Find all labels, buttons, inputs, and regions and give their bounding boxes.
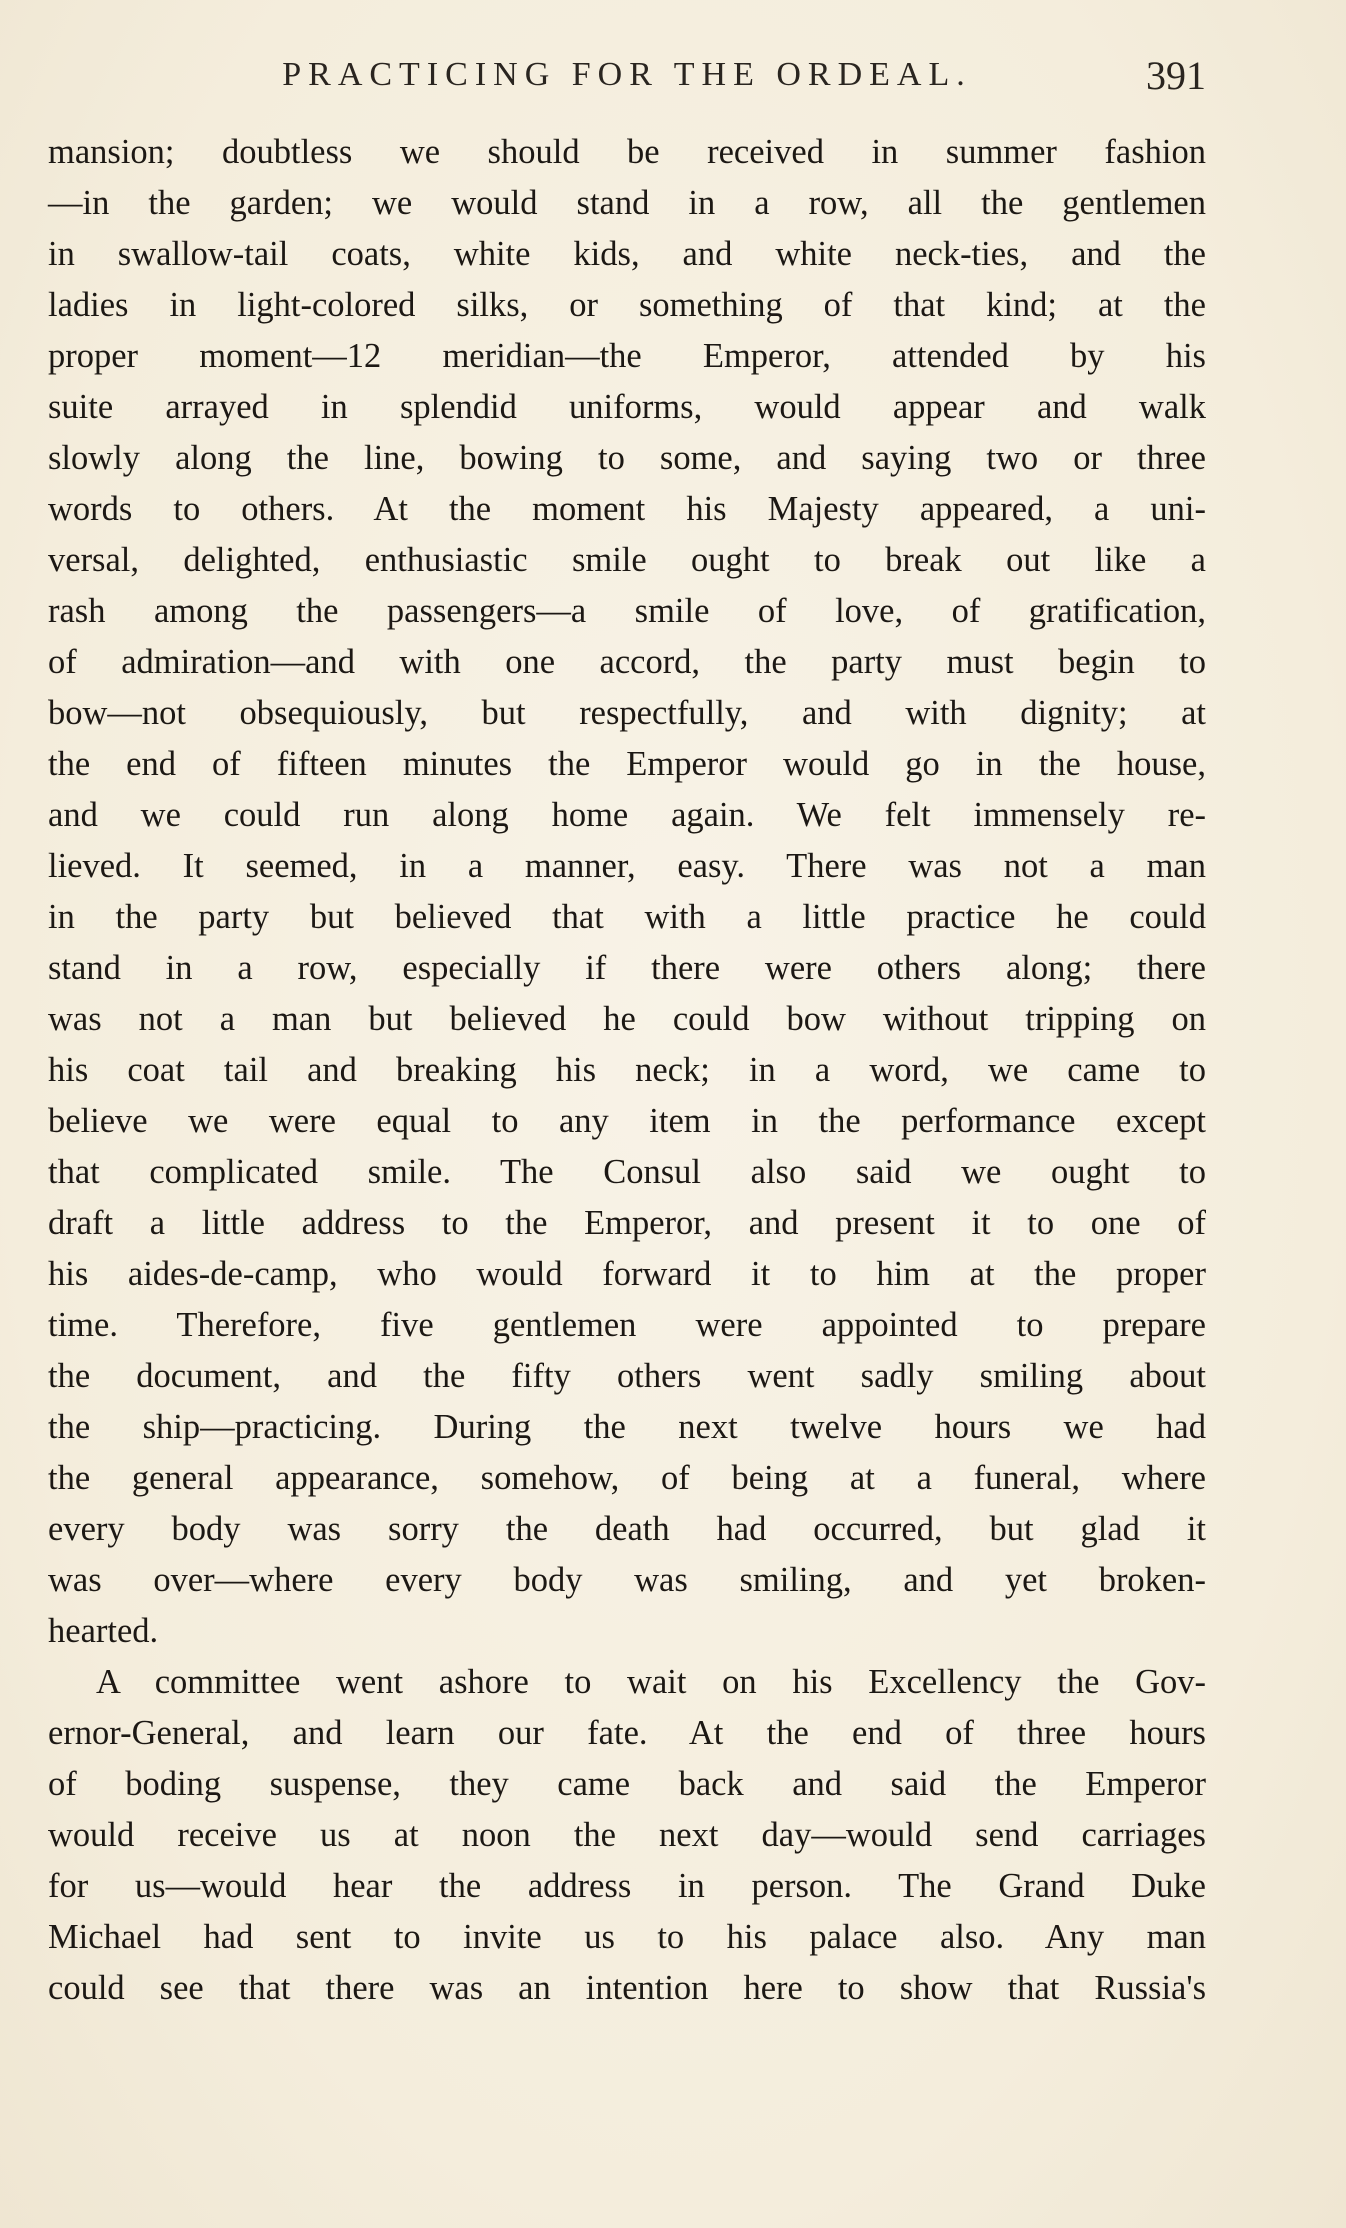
- text-line: would receive us at noon the next day—would send carriages: [48, 1816, 1206, 1854]
- text-line: every body was sorry the death had occurred, but glad it: [48, 1510, 1206, 1548]
- running-head-title: PRACTICING FOR THE ORDEAL.: [282, 56, 972, 93]
- text-line: stand in a row, especially if there were others along; there: [48, 949, 1206, 987]
- text-line: believe we were equal to any item in the performance except: [48, 1102, 1206, 1140]
- text-line: was over—where every body was smiling, and yet broken-: [48, 1561, 1206, 1599]
- text-line: —in the garden; we would stand in a row, all the gentlemen: [48, 184, 1206, 222]
- text-line: in the party but believed that with a little practice he could: [48, 898, 1206, 936]
- text-line: the document, and the fifty others went sadly smiling about: [48, 1357, 1206, 1395]
- text-line: for us—would hear the address in person. The Grand Duke: [48, 1867, 1206, 1905]
- text-line: the ship—practicing. During the next twelve hours we had: [48, 1408, 1206, 1446]
- body-text: [48, 127, 1206, 2014]
- text-line: that complicated smile. The Consul also said we ought to: [48, 1153, 1206, 1191]
- page-number: 391: [1146, 53, 1206, 98]
- text-line: in swallow-tail coats, white kids, and white neck-ties, and the: [48, 235, 1206, 273]
- text-line: slowly along the line, bowing to some, and saying two or three: [48, 439, 1206, 477]
- text-line: suite arrayed in splendid uniforms, would appear and walk: [48, 388, 1206, 426]
- text-line: time. Therefore, five gentlemen were appointed to prepare: [48, 1306, 1206, 1344]
- text-line: words to others. At the moment his Majesty appeared, a uni-: [48, 490, 1206, 528]
- text-line: proper moment—12 meridian—the Emperor, attended by his: [48, 337, 1206, 375]
- text-line: ladies in light-colored silks, or something of that kind; at the: [48, 286, 1206, 324]
- running-head: [48, 52, 1206, 102]
- text-line: ernor-General, and learn our fate. At the end of three hours: [48, 1714, 1206, 1752]
- text-line: draft a little address to the Emperor, and present it to one of: [48, 1204, 1206, 1242]
- text-line: rash among the passengers—a smile of love, of gratification,: [48, 592, 1206, 630]
- text-line: hearted.: [48, 1612, 159, 1650]
- text-line: Michael had sent to invite us to his palace also. Any man: [48, 1918, 1206, 1956]
- text-line: could see that there was an intention here to show that Russia's: [48, 1969, 1206, 2007]
- text-line: his coat tail and breaking his neck; in a word, we came to: [48, 1051, 1206, 1089]
- text-line: the general appearance, somehow, of being at a funeral, where: [48, 1459, 1206, 1497]
- text-line: of admiration—and with one accord, the party must begin to: [48, 643, 1206, 681]
- text-line: mansion; doubtless we should be received in summer fashion: [48, 133, 1206, 171]
- text-line: versal, delighted, enthusiastic smile ought to break out like a: [48, 541, 1206, 579]
- text-line: was not a man but believed he could bow without tripping on: [48, 1000, 1206, 1038]
- text-line: the end of fifteen minutes the Emperor would go in the house,: [48, 745, 1206, 783]
- text-line: A committee went ashore to wait on his Excellency the Gov-: [96, 1663, 1206, 1701]
- text-line: his aides-de-camp, who would forward it to him at the proper: [48, 1255, 1206, 1293]
- text-line: lieved. It seemed, in a manner, easy. There was not a man: [48, 847, 1206, 885]
- text-line: of boding suspense, they came back and said the Emperor: [48, 1765, 1206, 1803]
- text-line: bow—not obsequiously, but respectfully, and with dignity; at: [48, 694, 1206, 732]
- text-line: and we could run along home again. We felt immensely re-: [48, 796, 1206, 834]
